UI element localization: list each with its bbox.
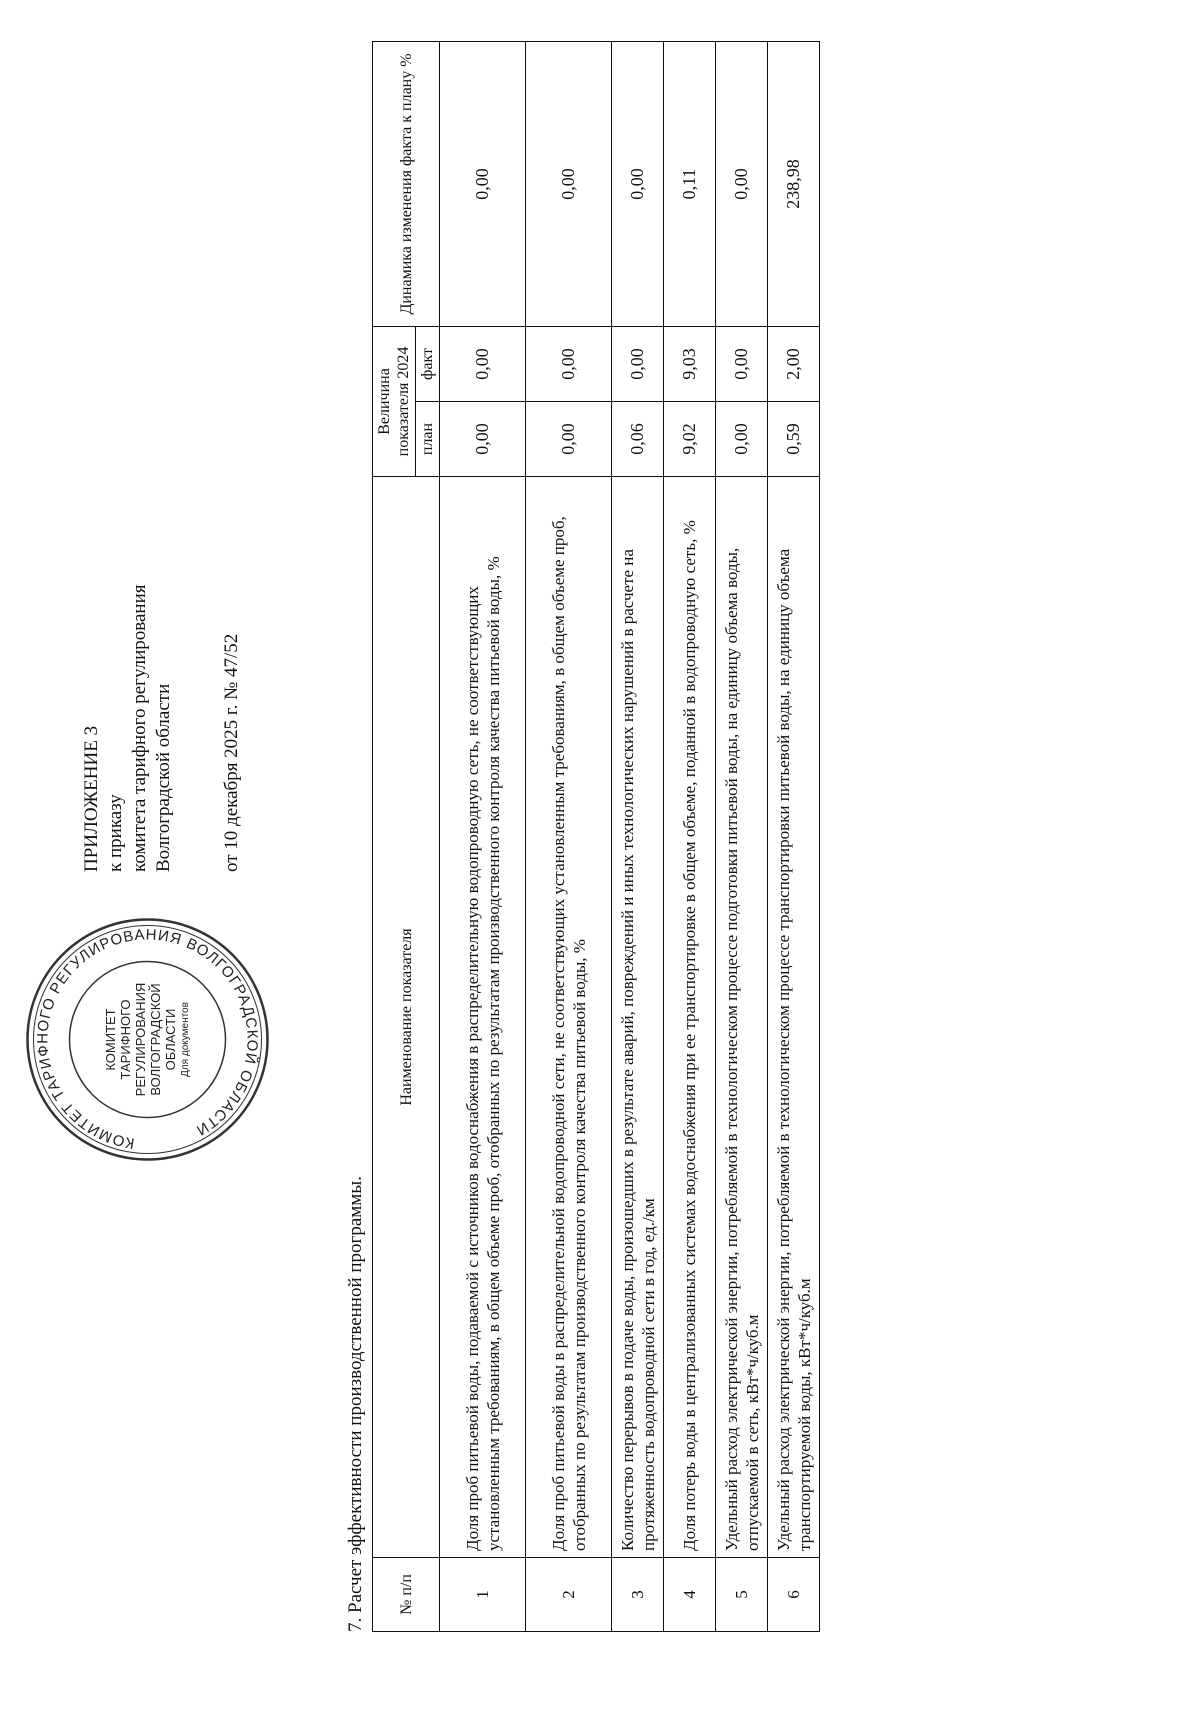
- dynamics-value: 0,00: [526, 41, 612, 326]
- seal-line: ОБЛАСТИ: [162, 1008, 178, 1071]
- official-seal-stamp: [20, 912, 275, 1167]
- table-row: [612, 41, 664, 1631]
- appendix-header: [80, 172, 244, 872]
- row-number: 4: [664, 1558, 716, 1632]
- header-indicator-name: Наименование показателя: [373, 477, 440, 1558]
- efficiency-table: [372, 41, 820, 1632]
- fact-value: 0,00: [716, 326, 768, 401]
- seal-line: Для документов: [179, 1002, 191, 1077]
- fact-value: 0,00: [612, 326, 664, 401]
- header-dynamics: Динамика изменения факта к плану %: [373, 41, 440, 326]
- indicator-name: Доля проб питьевой воды, подаваемой с источников водоснабжения в распределительную водопроводную сеть, не соответствующих установленным требованиям, в общем объеме проб, отобранных по результатам производственного контроля качества питьевой воды, %: [440, 477, 526, 1558]
- row-number: 5: [716, 1558, 768, 1632]
- seal-line: КОМИТЕТ: [102, 1008, 118, 1071]
- seal-center-text: [103, 983, 193, 1097]
- indicator-name: Доля проб питьевой воды в распределительной водопроводной сети, не соответствующих установленным требованиям, в общем объеме проб, отобранных по результатам производственного контроля качества питьевой воды, %: [526, 477, 612, 1558]
- table-row: [526, 41, 612, 1631]
- plan-value: 0,00: [440, 402, 526, 477]
- dynamics-value: 0,00: [612, 41, 664, 326]
- dynamics-value: 0,00: [440, 41, 526, 326]
- indicator-name: Количество перерывов в подаче воды, произошедших в результате аварий, повреждений и иных технологических нарушений в расчете на протяженность водопроводной сети в год, ед./км: [612, 477, 664, 1558]
- fact-value: 2,00: [768, 326, 820, 401]
- dynamics-value: 0,00: [716, 41, 768, 326]
- plan-value: 9,02: [664, 402, 716, 477]
- dynamics-value: 0,11: [664, 41, 716, 326]
- row-number: 2: [526, 1558, 612, 1632]
- row-number: 3: [612, 1558, 664, 1632]
- indicator-name: Доля потерь воды в централизованных системах водоснабжения при ее транспортировке в общем объеме, поданной в водопроводную сеть, %: [664, 477, 716, 1558]
- header-indicator-value: Величина показателя 2024: [373, 326, 416, 476]
- header-number: № п/п: [373, 1558, 440, 1632]
- order-region: Волгоградской области: [153, 683, 174, 872]
- seal-line: РЕГУЛИРОВАНИЯ: [132, 982, 148, 1097]
- row-number: 1: [440, 1558, 526, 1632]
- indicator-name: Удельный расход электрической энергии, потребляемой в технологическом процессе подготовки питьевой воды, на единицу объема воды, отпускаемой в сеть, кВт*ч/куб.м: [716, 477, 768, 1558]
- plan-value: 0,59: [768, 402, 820, 477]
- order-date: от 10 декабря 2025 г. № 47/52: [221, 633, 242, 872]
- table-row: [440, 41, 526, 1631]
- seal-ring-text: КОМИТЕТ ТАРИФНОГО РЕГУЛИРОВАНИЯ ВОЛГОГРАДСКОЙ ОБЛАСТИ: [34, 926, 261, 1152]
- dynamics-value: 238,98: [768, 41, 820, 326]
- fact-value: 9,03: [664, 326, 716, 401]
- header-fact: факт: [416, 326, 440, 401]
- appendix-title: ПРИЛОЖЕНИЕ 3: [81, 725, 102, 872]
- plan-value: 0,00: [716, 402, 768, 477]
- seal-line: ТАРИФНОГО: [117, 999, 133, 1080]
- indicator-name: Удельный расход электрической энергии, потребляемой в технологическом процессе транспортировки питьевой воды, на единицу объема транспортируемой воды, кВт*ч/куб.м: [768, 477, 820, 1558]
- plan-value: 0,06: [612, 402, 664, 477]
- table-row: [664, 41, 716, 1631]
- order-reference: к приказу: [105, 794, 126, 872]
- table-row: [768, 41, 820, 1631]
- seal-line: ВОЛГОГРАДСКОЙ: [147, 983, 163, 1096]
- fact-value: 0,00: [526, 326, 612, 401]
- table-row: [716, 41, 768, 1631]
- section-title: 7. Расчет эффективности производственной программы.: [345, 1176, 366, 1632]
- fact-value: 0,00: [440, 326, 526, 401]
- plan-value: 0,00: [526, 402, 612, 477]
- order-authority: комитета тарифного регулирования: [129, 584, 150, 872]
- row-number: 6: [768, 1558, 820, 1632]
- header-plan: план: [416, 402, 440, 477]
